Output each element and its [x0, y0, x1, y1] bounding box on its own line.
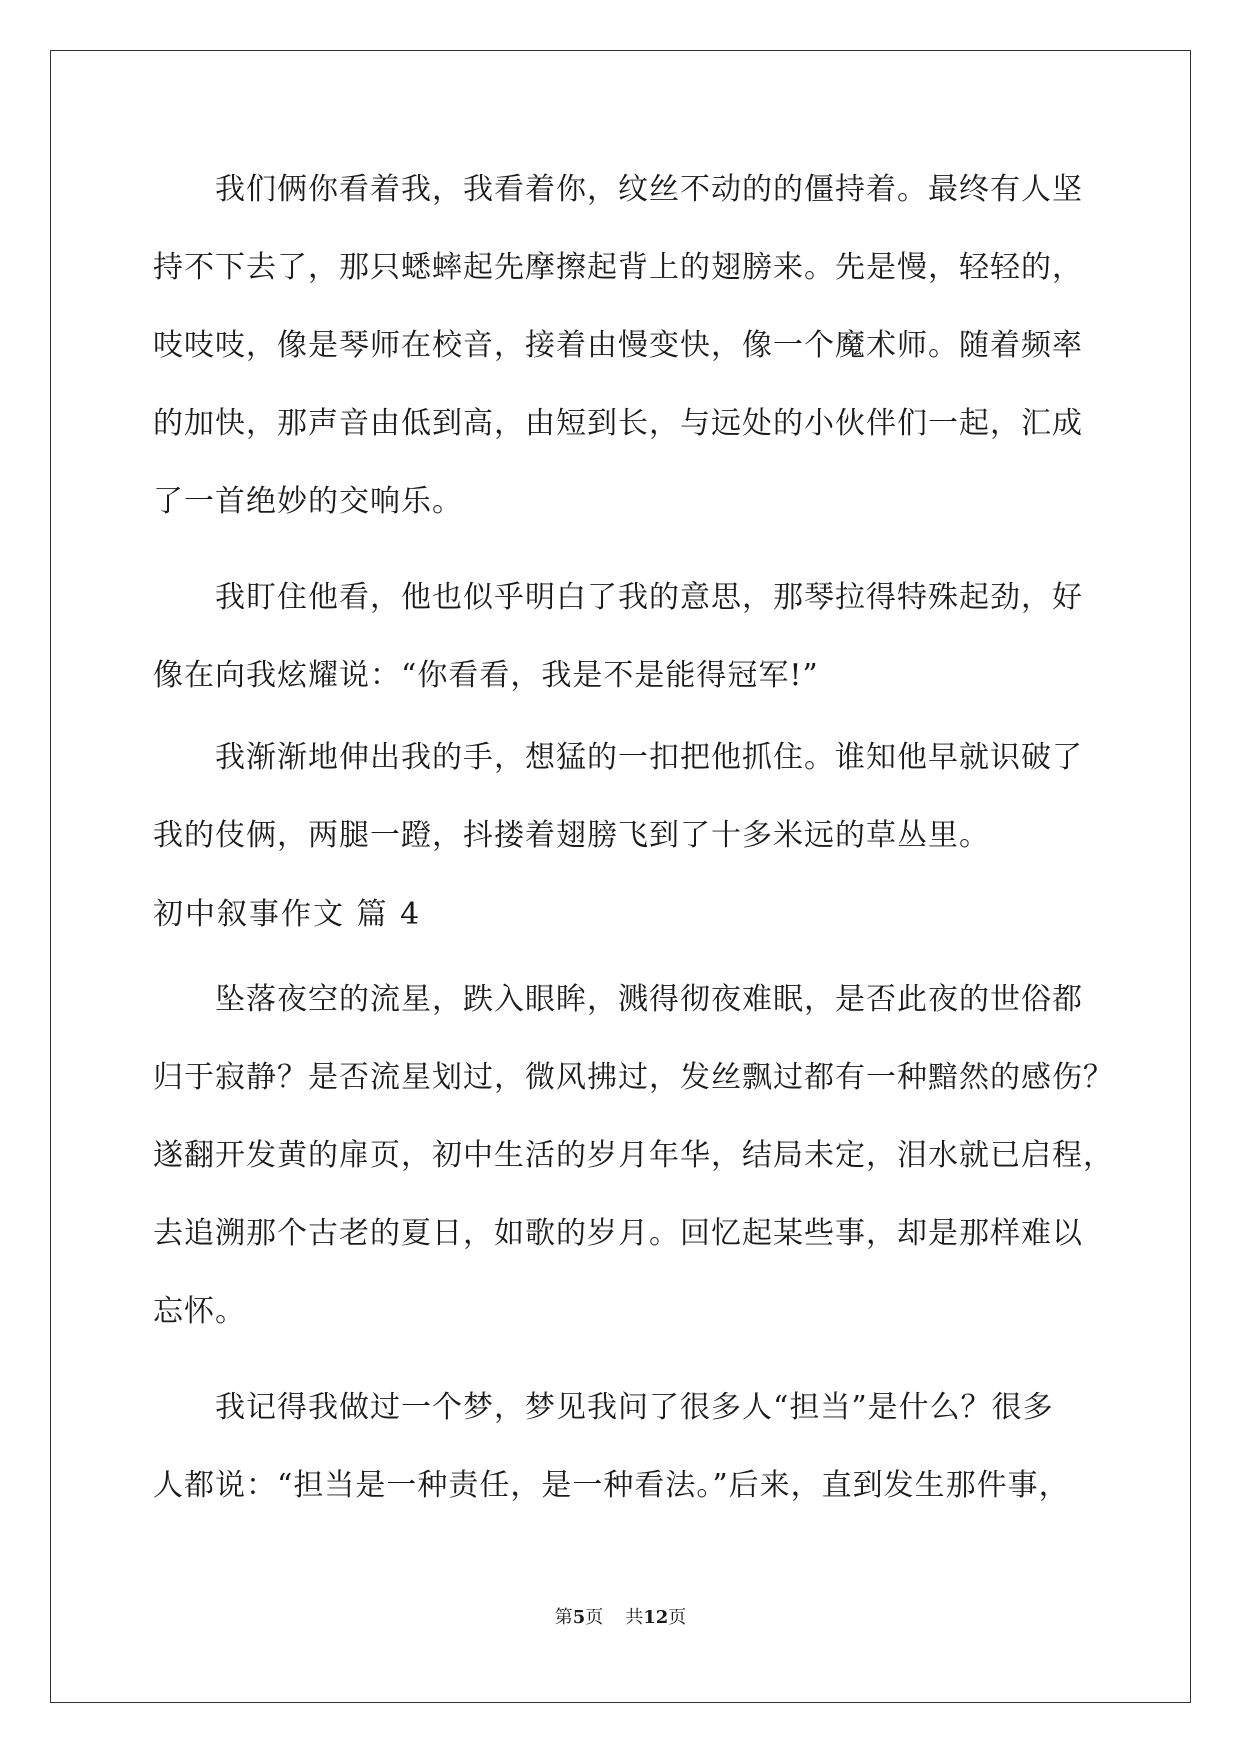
- text-line: 吱吱吱，像是琴师在校音，接着由慢变快，像一个魔术师。随着频率: [153, 328, 1083, 363]
- text-line: 我盯住他看，他也似乎明白了我的意思，那琴拉得特殊起劲，好: [215, 580, 1083, 615]
- page-suffix: 页: [585, 1607, 604, 1628]
- text-line: 我的伎俩，两腿一蹬，抖搂着翅膀飞到了十多米远的草丛里。: [153, 818, 990, 853]
- total-suffix: 页: [668, 1607, 687, 1628]
- text-line: 遂翻开发黄的扉页，初中生活的岁月年华，结局未定，泪水就已启程，: [153, 1138, 1114, 1173]
- page-total: 12: [643, 1607, 669, 1628]
- text-line: 持不下去了，那只蟋蟀起先摩擦起背上的翅膀来。先是慢，轻轻的，: [153, 250, 1083, 285]
- text-line: 我们俩你看着我，我看着你，纹丝不动的的僵持着。最终有人坚: [215, 172, 1083, 207]
- page-current: 5: [572, 1607, 586, 1628]
- text-line: 坠落夜空的流星，跌入眼眸，溅得彻夜难眠，是否此夜的世俗都: [215, 982, 1083, 1017]
- total-prefix: 共: [625, 1607, 644, 1628]
- text-line: 人都说：“担当是一种责任，是一种看法。”后来，直到发生那件事，: [153, 1468, 1070, 1503]
- page-prefix: 第: [554, 1607, 573, 1628]
- page-border: [50, 50, 1191, 1703]
- text-line: 我渐渐地伸出我的手，想猛的一扣把他抓住。谁知他早就识破了: [215, 740, 1083, 775]
- text-line: 去追溯那个古老的夏日，如歌的岁月。回忆起某些事，却是那样难以: [153, 1216, 1083, 1251]
- text-line: 我记得我做过一个梦，梦见我问了很多人“担当”是什么？很多: [215, 1390, 1054, 1425]
- page-number-footer: [0, 1606, 1241, 1630]
- text-line: 归于寂静？是否流星划过，微风拂过，发丝飘过都有一种黯然的感伤？: [153, 1060, 1114, 1095]
- text-line: 了一首绝妙的交响乐。: [153, 484, 463, 519]
- text-line: 忘怀。: [153, 1294, 246, 1329]
- text-line: 的加快，那声音由低到高，由短到长，与远处的小伙伴们一起，汇成: [153, 406, 1083, 441]
- section-heading: 初中叙事作文 篇 4: [153, 897, 422, 932]
- text-line: 像在向我炫耀说：“你看看，我是不是能得冠军!”: [153, 658, 819, 693]
